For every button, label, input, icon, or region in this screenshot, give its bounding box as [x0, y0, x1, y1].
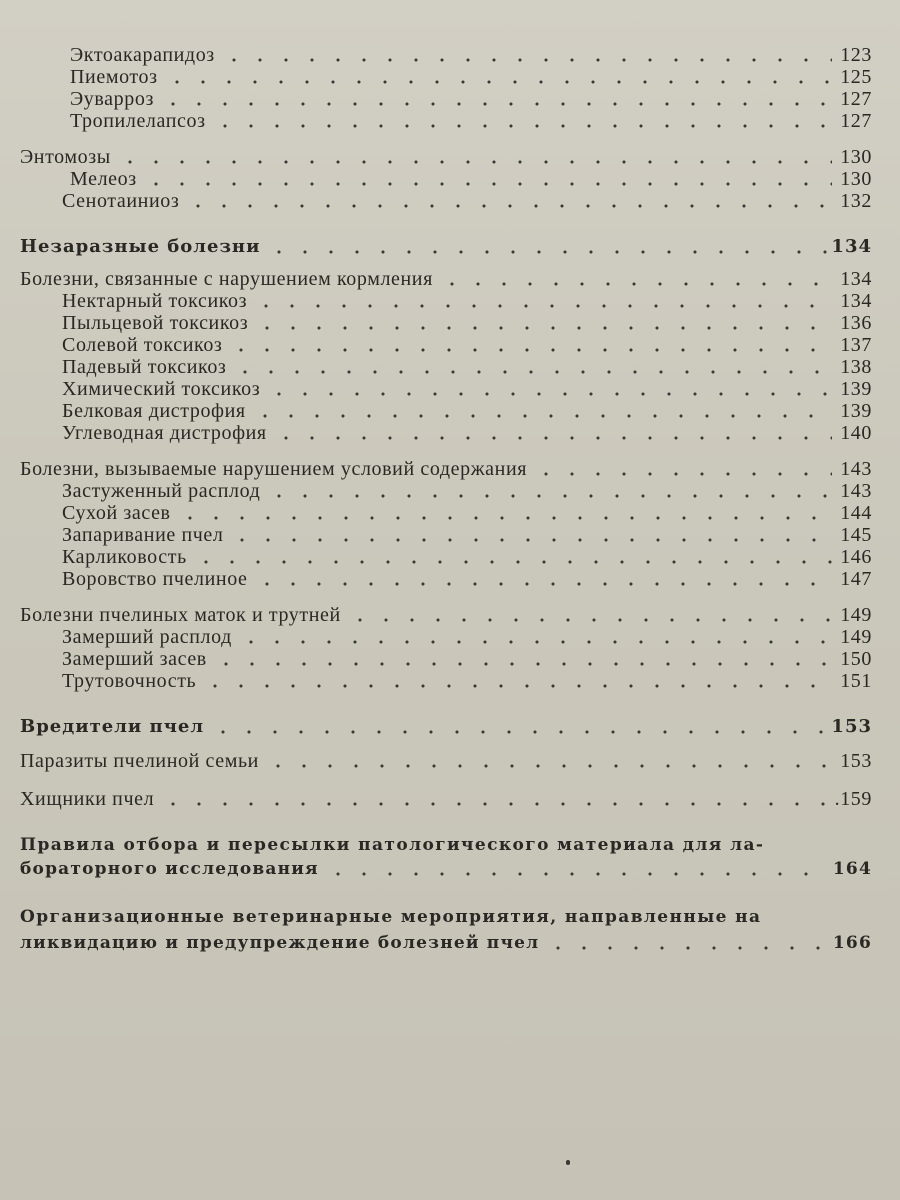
- toc-entry-khishchniki: [20, 786, 872, 810]
- toc-entry-uglevodnaya: [62, 420, 872, 444]
- leader-dots: [232, 356, 832, 376]
- toc-entry-zastuzhennyi: [62, 478, 872, 502]
- toc-entry-page: 164: [832, 859, 872, 879]
- leader-dots: [253, 290, 832, 310]
- toc-entry-zaparivanie: [62, 522, 872, 546]
- toc-entry-title: Углеводная дистрофия: [62, 422, 267, 444]
- leader-dots: [325, 858, 829, 878]
- toc-section-title: бораторного исследования: [20, 859, 319, 879]
- toc-entry-page: 130: [840, 146, 872, 168]
- toc-section-title: ликвидацию и предупреждение болезней пчел: [20, 933, 540, 953]
- toc-entry-page: 149: [840, 604, 872, 626]
- toc-entry-page: 138: [840, 356, 872, 378]
- leader-dots: [347, 604, 832, 624]
- toc-entry-page: 143: [840, 480, 872, 502]
- toc-entry-page: 150: [840, 648, 872, 670]
- toc-entry-page: 147: [840, 568, 872, 590]
- toc-entry-title: Замерший засев: [62, 648, 207, 670]
- leader-dots: [254, 568, 832, 588]
- toc-entry-page: 134: [840, 290, 872, 312]
- toc-entry-title: Замерший расплод: [62, 626, 232, 648]
- toc-entry-title: Мелеоз: [70, 168, 137, 190]
- leader-dots: [265, 750, 832, 770]
- toc-entry-page: 127: [840, 110, 872, 132]
- toc-entry-karlikovost: [62, 544, 872, 568]
- toc-entry-title: Падевый токсикоз: [62, 356, 227, 378]
- toc-entry-belkovaya: [62, 398, 872, 422]
- toc-entry-page: 153: [840, 750, 872, 772]
- toc-entry-title: Трутовочность: [62, 670, 197, 692]
- leader-dots: [117, 146, 832, 166]
- leader-dots: [185, 190, 832, 210]
- toc-entry-page: 143: [840, 458, 872, 480]
- leader-dots: [160, 788, 830, 808]
- toc-entry-piemotoz: [70, 64, 872, 88]
- toc-entry-zamershii-zasev: [62, 646, 872, 670]
- toc-entry-page: 134: [831, 236, 872, 257]
- toc-entry-title: Воровство пчелиное: [62, 568, 248, 590]
- toc-entry-title: Болезни пчелиных маток и трутней: [20, 604, 341, 626]
- leader-dots: [238, 626, 832, 646]
- toc-section-organizatsionnye: [20, 930, 872, 954]
- leader-dots: [533, 458, 832, 478]
- toc-entry-page: 139: [840, 400, 872, 422]
- leader-dots: [252, 400, 832, 420]
- toc-entry-meleoz: [70, 166, 872, 190]
- leader-dots: [210, 716, 827, 736]
- leader-dots: [177, 502, 832, 522]
- toc-section-pravila-line1: Правила отбора и пересылки патологического материала для ла-: [20, 835, 765, 855]
- leader-dots: [266, 480, 832, 500]
- toc-entry-kormlenie: [20, 266, 872, 290]
- leader-dots: [160, 88, 832, 108]
- toc-entry-title: Белковая дистрофия: [62, 400, 246, 422]
- toc-entry-title: Тропилелапсоз: [70, 110, 206, 132]
- leader-dots: [212, 110, 832, 130]
- toc-entry-page: 134: [840, 268, 872, 290]
- toc-entry-zamershii-rasplod: [62, 624, 872, 648]
- toc-entry-title: Сенотаиниоз: [62, 190, 180, 212]
- toc-entry-page: 151: [840, 670, 872, 692]
- toc-entry-page: 139: [840, 378, 872, 400]
- toc-entry-title: Нектарный токсикоз: [62, 290, 248, 312]
- toc-entry-entomozy: [20, 144, 872, 168]
- toc-section-title: Вредители пчел: [20, 716, 205, 737]
- toc-section-nezaraznye: [20, 234, 872, 258]
- toc-entry-page: 132: [840, 190, 872, 212]
- leader-dots: [193, 546, 832, 566]
- toc-entry-title: Хищники пчел: [20, 788, 155, 810]
- toc-section-title: Незаразные болезни: [20, 236, 261, 257]
- toc-entry-soderzhanie: [20, 456, 872, 480]
- toc-entry-page: 149: [840, 626, 872, 648]
- toc-entry-trutovochnost: [62, 668, 872, 692]
- leader-dots: [266, 236, 827, 256]
- leader-dots: [213, 648, 832, 668]
- toc-entry-page: 136: [840, 312, 872, 334]
- leader-dots: [228, 334, 832, 354]
- toc-entry-tropilelapsoz: [70, 108, 872, 132]
- toc-entry-title: Сухой засев: [62, 502, 171, 524]
- toc-entry-title: Паразиты пчелиной семьи: [20, 750, 259, 772]
- leader-dots: [221, 44, 832, 64]
- toc-entry-page: 166: [832, 933, 872, 953]
- leader-dots: [143, 168, 832, 188]
- leader-dots: [266, 378, 832, 398]
- toc-entry-page: 137: [840, 334, 872, 356]
- leader-dots: [439, 268, 832, 288]
- toc-entry-title: Болезни, вызываемые нарушением условий содержания: [20, 458, 528, 480]
- toc-entry-page: 140: [840, 422, 872, 444]
- toc-entry-padevyi: [62, 354, 872, 378]
- toc-entry-title: Химический токсикоз: [62, 378, 261, 400]
- leader-dots: [545, 932, 829, 952]
- leader-dots: [229, 524, 832, 544]
- toc-entry-title: Карликовость: [62, 546, 187, 568]
- toc-entry-page: 146: [840, 546, 872, 568]
- toc-entry-title: Болезни, связанные с нарушением кормления: [20, 268, 433, 290]
- toc-entry-title: Запаривание пчел: [62, 524, 224, 546]
- toc-entry-title: Пиемотоз: [70, 66, 158, 88]
- toc-section-vrediteli: [20, 714, 872, 738]
- toc-entry-title: Солевой токсикоз: [62, 334, 223, 356]
- toc-entry-euvarroz: [70, 86, 872, 110]
- toc-entry-page: 130: [840, 168, 872, 190]
- leader-dots: [202, 670, 832, 690]
- print-speck: [566, 1160, 570, 1165]
- toc-entry-page: 127: [840, 88, 872, 110]
- toc-entry-khimicheskii: [62, 376, 872, 400]
- toc-entry-title: Застуженный расплод: [62, 480, 261, 502]
- toc-section-pravila: [20, 856, 872, 880]
- toc-entry-page: 144: [840, 502, 872, 524]
- toc-entry-page: .159: [834, 788, 872, 810]
- toc-entry-sukhoi-zasev: [62, 500, 872, 524]
- toc-entry-page: 123: [840, 44, 872, 66]
- leader-dots: [254, 312, 832, 332]
- toc-entry-page: 125: [840, 66, 872, 88]
- leader-dots: [164, 66, 832, 86]
- toc-entry-solevoi: [62, 332, 872, 356]
- toc-section-organizatsionnye-line1: Организационные ветеринарные мероприятия, направленные на: [20, 907, 762, 927]
- toc-entry-page: 145: [840, 524, 872, 546]
- toc-entry-ektoakarapidoz: [70, 42, 872, 66]
- toc-entry-senotainioz: [62, 188, 872, 212]
- toc-entry-pyltsevoi: [62, 310, 872, 334]
- toc-entry-parazity: [20, 748, 872, 772]
- toc-entry-matki-trutni: [20, 602, 872, 626]
- toc-entry-title: Пыльцевой токсикоз: [62, 312, 249, 334]
- toc-entry-nektarnyi: [62, 288, 872, 312]
- toc-entry-title: Эктоакарапидоз: [70, 44, 215, 66]
- leader-dots: [273, 422, 832, 442]
- toc-entry-title: Эуварроз: [70, 88, 154, 110]
- toc-entry-page: 153: [831, 716, 872, 737]
- toc-entry-vorovstvo: [62, 566, 872, 590]
- toc-entry-title: Энтомозы: [20, 146, 111, 168]
